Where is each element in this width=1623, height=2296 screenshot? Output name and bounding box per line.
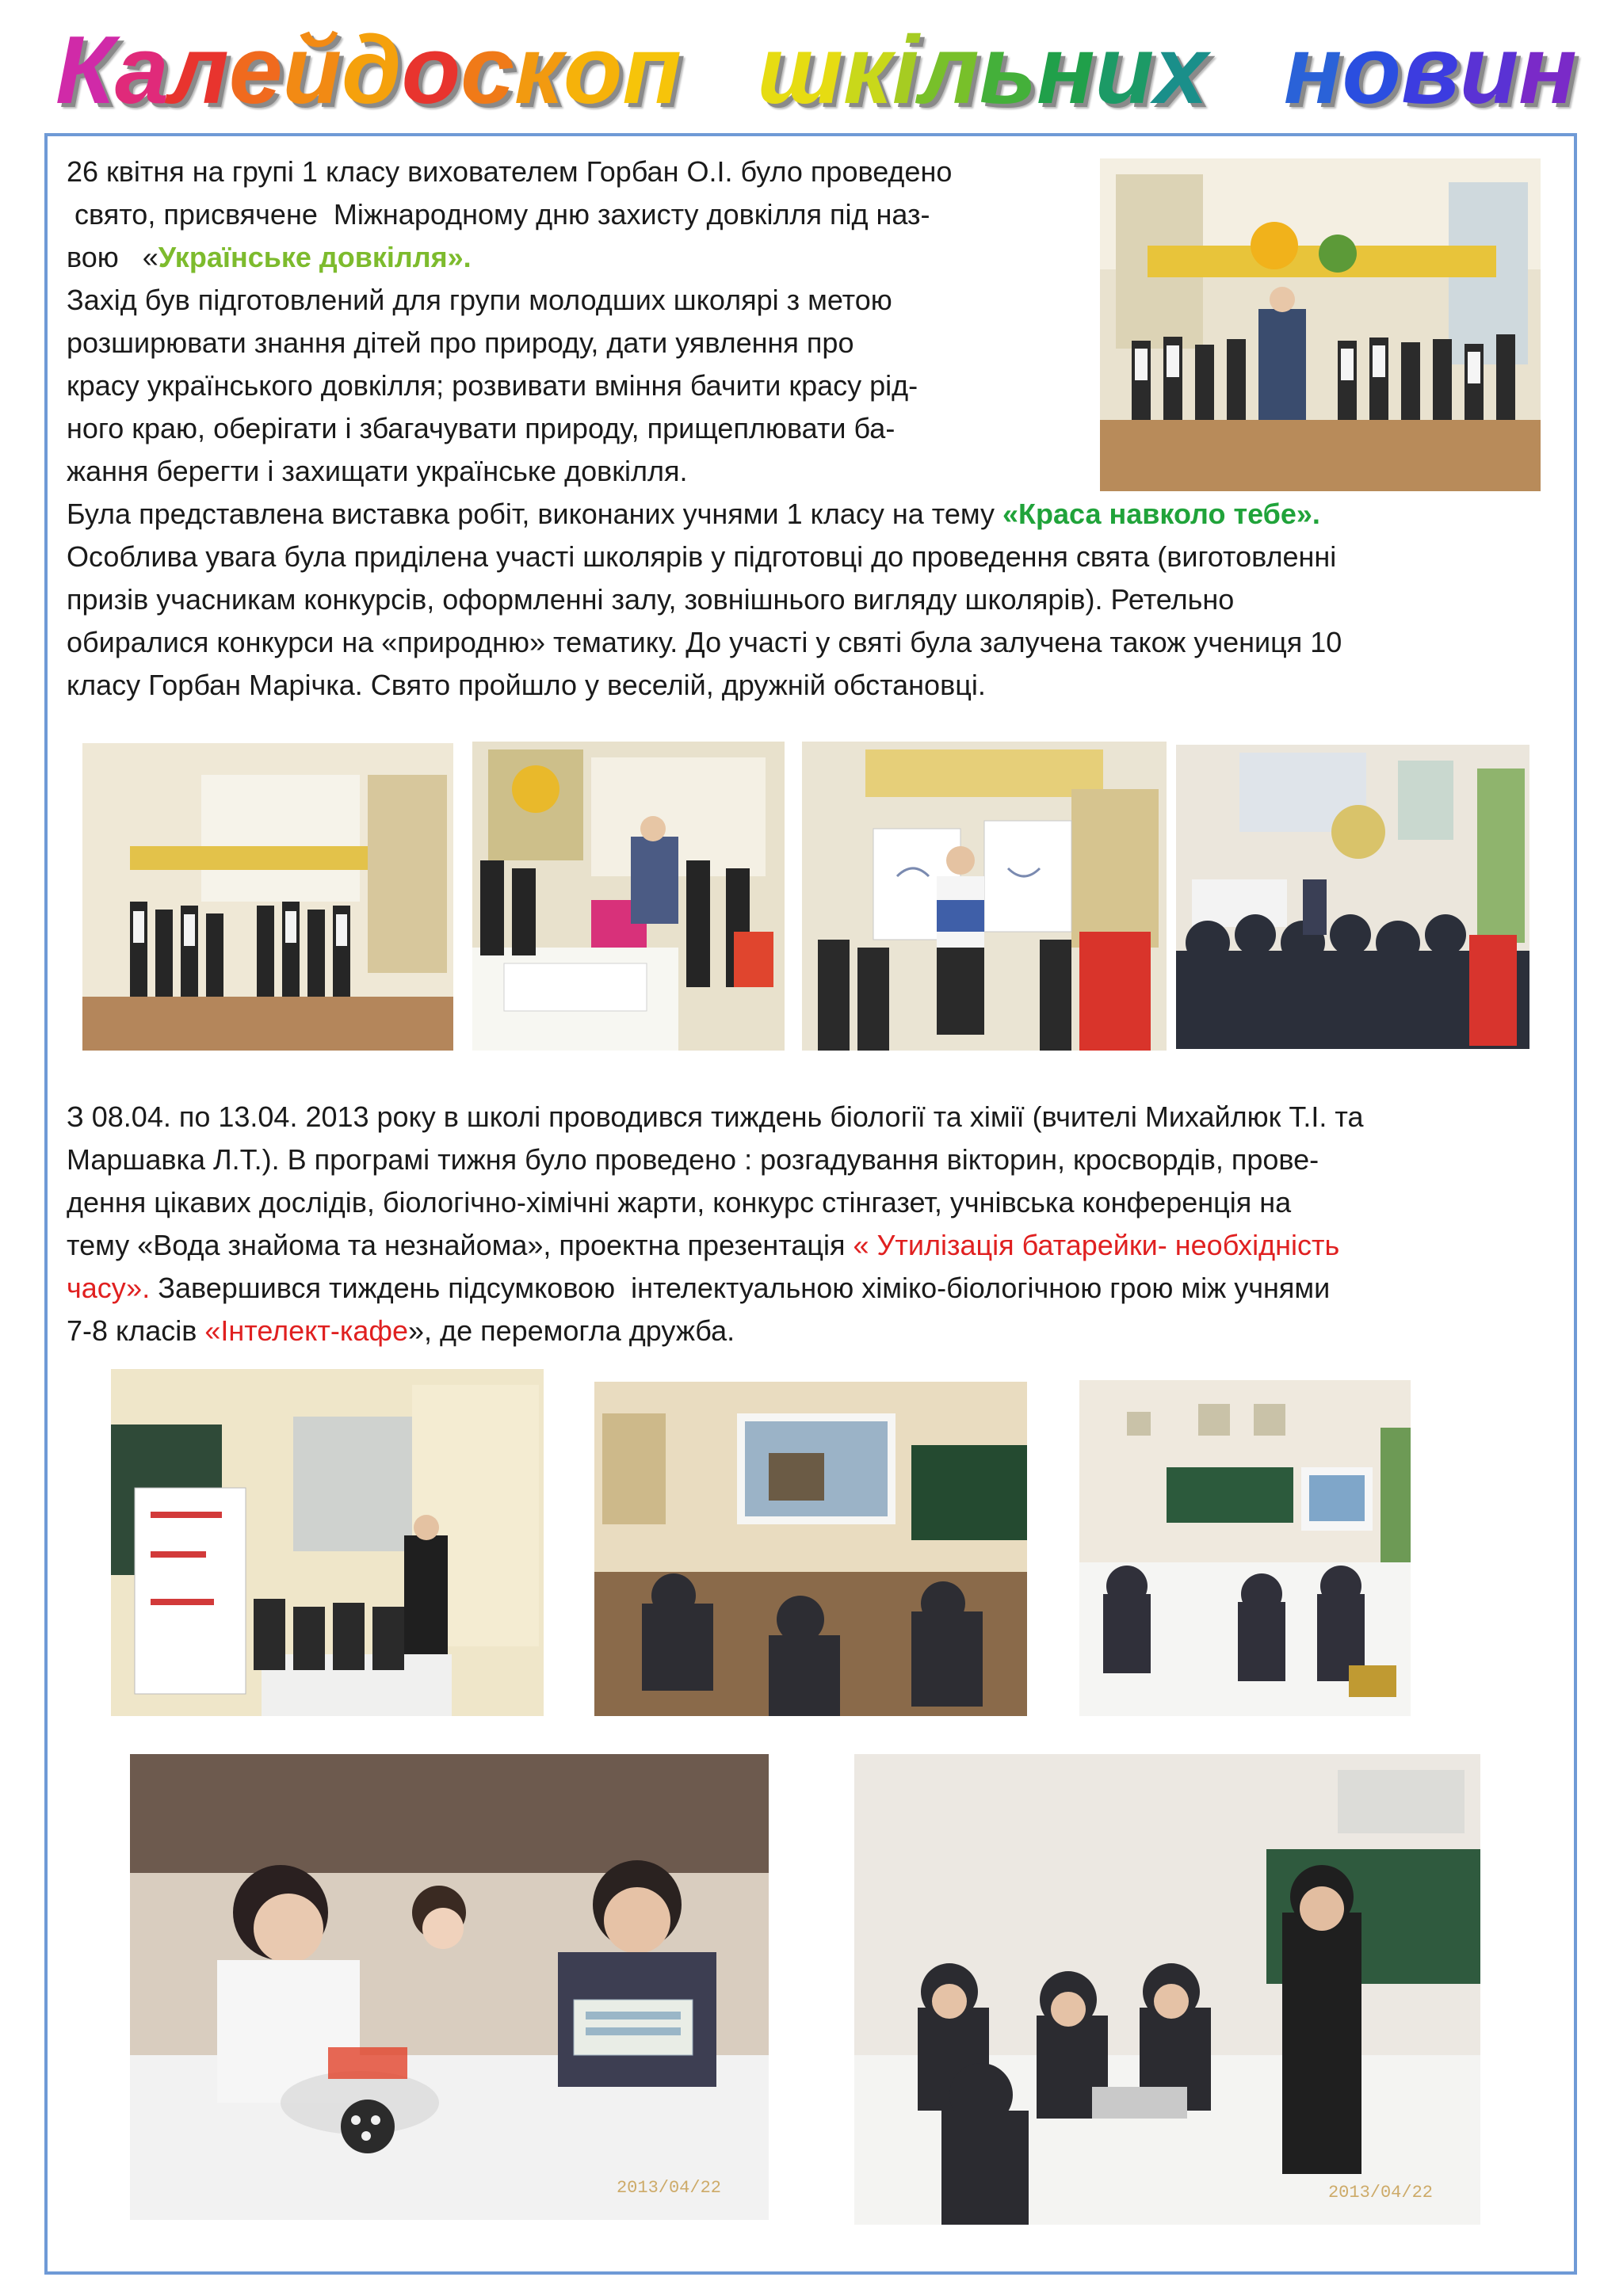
- masthead-letter: в: [1401, 16, 1460, 124]
- photo-intellect-cafe-students: [130, 1754, 769, 2220]
- exhibit-prefix: Була представлена виставка робіт, виконаних учнями 1 класу на тему: [67, 498, 1003, 530]
- bio-line-4: [67, 1224, 1572, 1267]
- masthead-letter: о: [563, 16, 623, 124]
- article-environment: [67, 151, 1089, 493]
- masthead-letter: ш: [757, 16, 843, 124]
- masthead-letter: й: [282, 16, 342, 124]
- masthead-title: [55, 14, 1577, 125]
- event-title: Українське довкілля».: [158, 241, 472, 273]
- masthead-letter: о: [401, 16, 461, 124]
- masthead-letter: К: [55, 16, 115, 124]
- masthead-letter: н: [1518, 16, 1577, 124]
- closing-line-1: Особлива увага була приділена участі школярів у підготовці до проведення свята (виготовленні: [67, 540, 1337, 573]
- photo-projector-class: [594, 1382, 1027, 1716]
- title-prefix: вою «: [67, 241, 158, 273]
- photo-children-row: [82, 743, 453, 1051]
- article-environment-continued: [67, 493, 1572, 707]
- title-line: [67, 236, 1089, 279]
- bio-line-6: [67, 1310, 1572, 1352]
- bio-line-3: дення цікавих дослідів, біологічно-хімічні жарти, конкурс стінгазет, учнівська конференція на: [67, 1186, 1292, 1219]
- photo-teacher-drawings: [802, 742, 1167, 1051]
- masthead-letter: е: [228, 16, 283, 124]
- goal-line-5: жання берегти і захищати українське довкілля.: [67, 455, 688, 487]
- masthead-letter: к: [514, 16, 563, 124]
- project-title: « Утилізація батарейки- необхідність: [853, 1229, 1340, 1261]
- photo-classroom-students: [1176, 745, 1529, 1049]
- masthead-letter: х: [1154, 16, 1209, 124]
- photo-intellect-cafe-teacher: [854, 1754, 1480, 2225]
- exhibit-line: [67, 493, 1572, 536]
- bio-line-6-prefix: 7-8 класів: [67, 1314, 205, 1347]
- photo-students-board: [111, 1369, 544, 1716]
- masthead-letter: с: [460, 16, 514, 124]
- masthead-letter: к: [843, 16, 892, 124]
- masthead-letter: н: [1037, 16, 1095, 124]
- article-biology-week: [67, 1096, 1572, 1352]
- masthead-letter: о: [1342, 16, 1402, 124]
- intro-line-2: свято, присвячене Міжнародному дню захисту довкілля під наз-: [67, 198, 930, 231]
- masthead-letter: д: [342, 16, 402, 124]
- goal-line-2: розширювати знання дітей про природу, дати уявлення про: [67, 326, 854, 359]
- photo-date-stamp: 2013/04/22: [1327, 2183, 1433, 2203]
- masthead-letter: п: [622, 16, 682, 124]
- exhibit-title: «Краса навколо тебе».: [1002, 498, 1320, 530]
- game-name: «Інтелект-кафе: [204, 1314, 409, 1347]
- bio-line-5: [67, 1267, 1572, 1310]
- masthead-letter: л: [918, 16, 980, 124]
- masthead-letter: и: [1094, 16, 1155, 124]
- bio-line-4-prefix: тему «Вода знайома та незнайома», проектна презентація: [67, 1229, 854, 1261]
- bio-line-5-text: Завершився тиждень підсумковою інтелектуальною хіміко-біологічною грою між учнями: [150, 1272, 1331, 1304]
- masthead-letter: а: [115, 16, 169, 124]
- goal-line-4: ного краю, оберігати і збагачувати природу, прищеплювати ба-: [67, 412, 896, 444]
- closing-line-3: обиралися конкурси на «природню» тематику. До участі у святі була залучена також учениця 10: [67, 626, 1342, 658]
- photo-class-lineup: [1100, 158, 1541, 491]
- project-title-end: часу».: [67, 1272, 151, 1304]
- bio-line-1: З 08.04. по 13.04. 2013 року в школі проводився тиждень біології та хімії (вчителі Михайлюк Т.І. та: [67, 1100, 1364, 1133]
- masthead-letter: л: [168, 16, 229, 124]
- masthead-word-school: [757, 16, 1209, 124]
- photo-date-stamp: 2013/04/22: [616, 2178, 721, 2198]
- masthead-word-kaleidoscope: [55, 16, 682, 124]
- photo-children-drawing: [472, 742, 785, 1051]
- bio-line-6-suffix: », де перемогла дружба.: [408, 1314, 735, 1347]
- masthead-letter: и: [1459, 16, 1519, 124]
- masthead-letter: н: [1283, 16, 1342, 124]
- intro-line-1: 26 квітня на групі 1 класу вихователем Горбан О.І. було проведено: [67, 155, 953, 188]
- goal-line-3: красу українського довкілля; розвивати вміння бачити красу рід-: [67, 369, 918, 402]
- closing-line-2: призів учасникам конкурсів, оформленні залу, зовнішнього вигляду школярів). Ретельно: [67, 583, 1235, 616]
- closing-line-4: класу Горбан Марічка. Свято пройшло у веселій, дружній обстановці.: [67, 669, 986, 701]
- bio-line-2: Маршавка Л.Т.). В програмі тижня було проведено : розгадування вікторин, кросвордів, прове-: [67, 1143, 1319, 1176]
- goal-line-1: Захід був підготовлений для групи молодших школярі з метою: [67, 284, 892, 316]
- masthead-letter: ь: [979, 16, 1037, 124]
- photo-classroom-presentation: [1079, 1380, 1411, 1716]
- masthead-letter: і: [892, 16, 919, 124]
- masthead-word-news: [1283, 16, 1577, 124]
